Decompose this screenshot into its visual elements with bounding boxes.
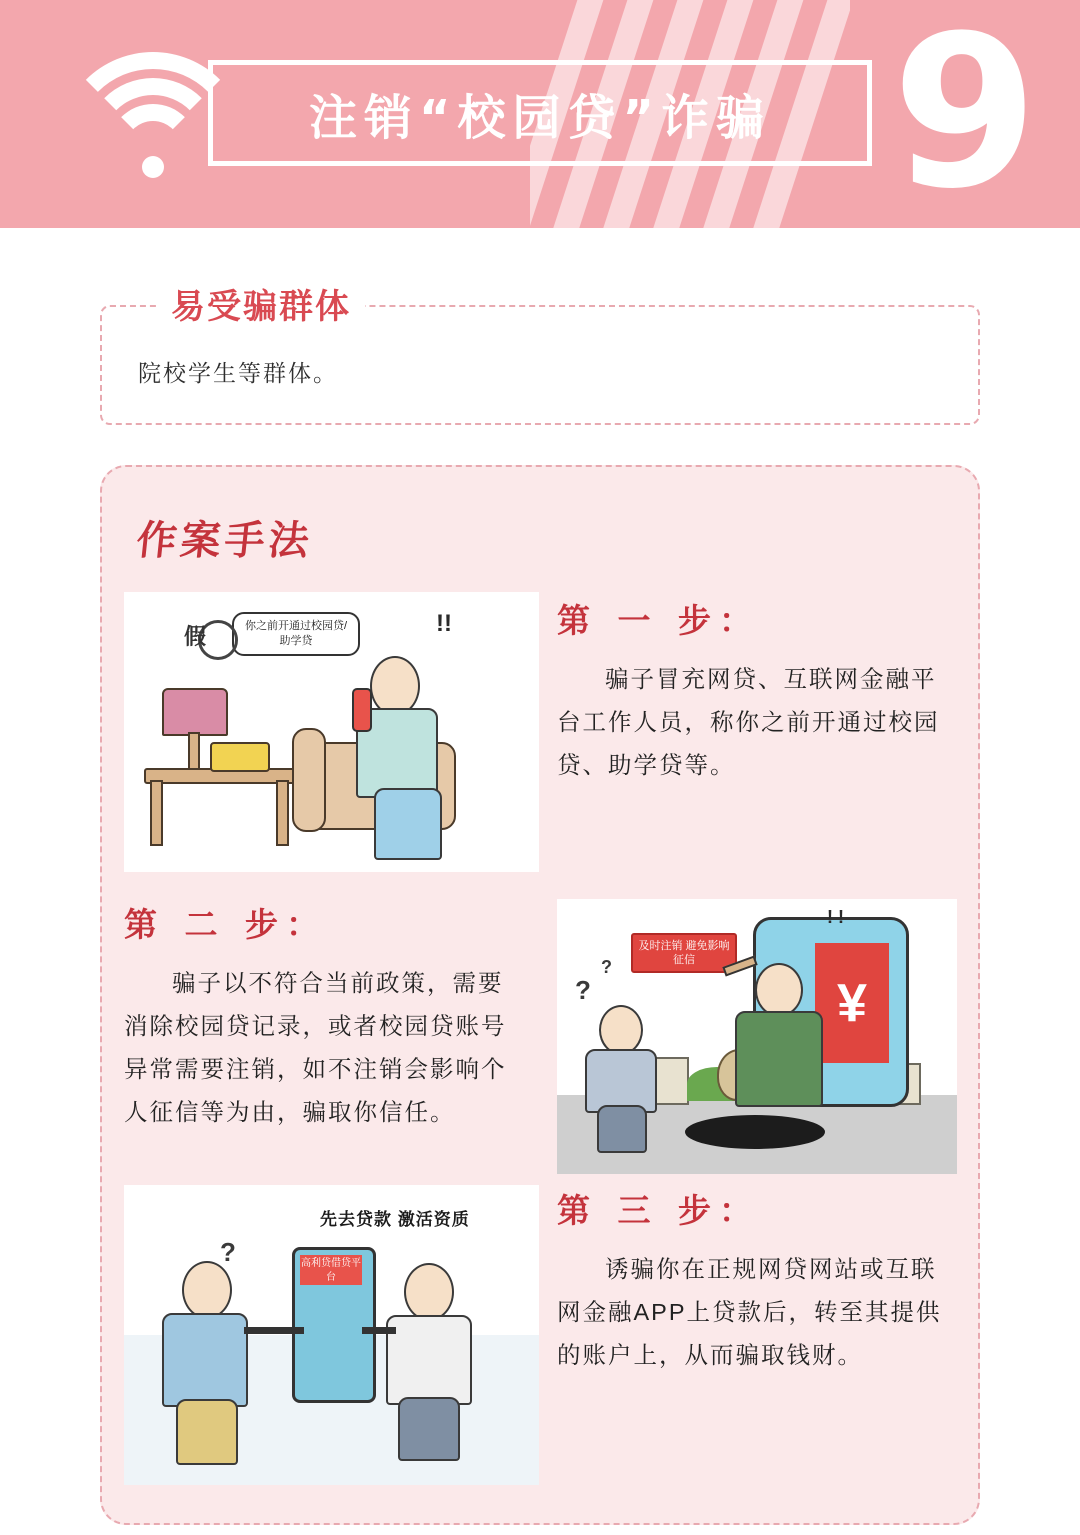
- step-2-text: 骗子以不符合当前政策，需要消除校园贷记录，或者校园贷账号异常需要注销，如不注销会影响个人征信等为由，骗取你信任。: [124, 970, 507, 1125]
- cancel-sign-text: 及时注销 避免影响征信: [631, 933, 737, 973]
- step-1: [557, 595, 957, 787]
- kiosk-label: 高利贷借贷平台: [300, 1255, 362, 1285]
- section-number: 9: [891, 0, 1038, 228]
- page-title-box: [208, 60, 872, 166]
- phone-currency-symbol: ¥: [815, 943, 889, 1063]
- step-1-text: 骗子冒充网贷、互联网金融平台工作人员，称你之前开通过校园贷、助学贷等。: [557, 666, 940, 778]
- victims-panel: [100, 287, 980, 425]
- page-title: 注销“校园贷”诈骗: [308, 89, 772, 146]
- step-1-title: 第 一 步：: [557, 601, 760, 640]
- illustration-bubble-text: 你之前开通过校园贷/助学贷: [232, 612, 360, 656]
- step-2: [124, 899, 524, 1134]
- step-2-title: 第 二 步：: [124, 905, 327, 944]
- step-3: [557, 1185, 957, 1377]
- fake-platform-loan-illustration: 先去贷款 激活资质 高利贷借贷平台 ?: [124, 1185, 539, 1485]
- fake-stamp-label: 假: [184, 624, 207, 649]
- phone-call-scam-illustration: 你之前开通过校园贷/助学贷 假 !!: [124, 592, 539, 872]
- step-3-title: 第 三 步：: [557, 1191, 760, 1230]
- page-header: [0, 0, 1080, 228]
- wifi-icon: [78, 52, 228, 202]
- victims-text: 院校学生等群体。: [138, 360, 338, 386]
- cancel-loan-trap-illustration: ¥ 及时注销 避免影响征信 ? ? ! !: [557, 899, 957, 1174]
- step-3-text: 诱骗你在正规网贷网站或互联网金融APP上贷款后，转至其提供的账户上，从而骗取钱财。: [557, 1256, 942, 1368]
- victims-heading: 易受骗群体: [157, 279, 365, 328]
- illustration-banner-text: 先去贷款 激活资质: [320, 1210, 470, 1229]
- methods-panel: [100, 465, 980, 1525]
- methods-heading: 作案手法: [134, 518, 316, 564]
